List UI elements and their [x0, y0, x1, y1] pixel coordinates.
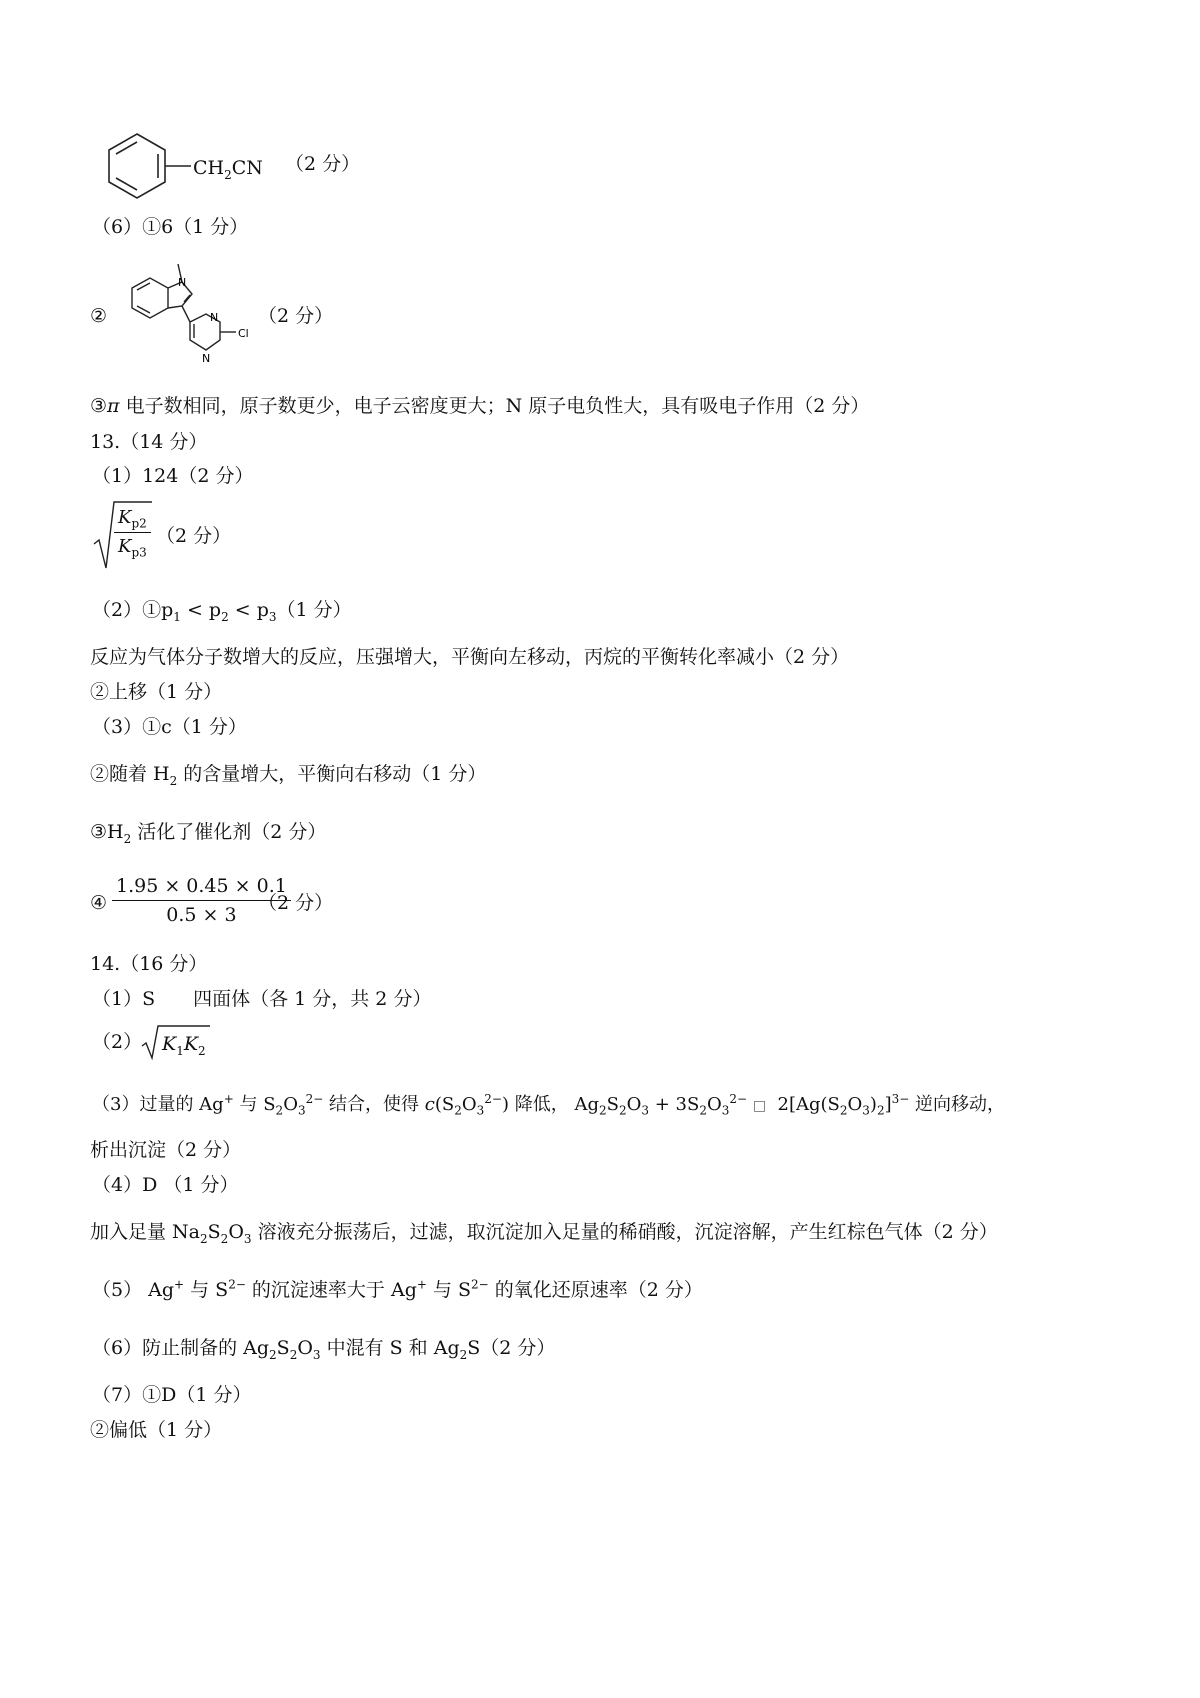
answer-14-6: （6）防止制备的 $Ag_2S_2O_3$ 中混有 S 和 $Ag_2S(2$ 分）	[92, 1337, 556, 1362]
answer-14-5: （5） Ag+ 与 $S^{2-}$ 的沉淀速率大于 Ag+ 与 $S^{2-}$ 的氧化还原速率（2 分）	[92, 1277, 703, 1301]
svg-text:N: N	[210, 311, 219, 324]
question-14-heading: 14.（16 分）	[90, 953, 208, 975]
answer-13-3-1: （3）①c（1 分）	[92, 716, 247, 738]
answer-14-2: （2） $K_1K_2$	[92, 1030, 142, 1066]
answer-14-7-2: ②偏低（1 分）	[90, 1419, 223, 1441]
answer-benzyl-cyanide	[103, 130, 361, 200]
answer-6-1: （6）①6（1 分）	[92, 216, 249, 238]
cl-atom-label: Cl	[238, 327, 249, 340]
answer-13-3-3: $③H_2$ 活化了催化剂（2 分）	[90, 821, 327, 846]
equilibrium-arrow-icon: □	[752, 1098, 767, 1114]
answer-14-4: （4）D （1 分）	[92, 1174, 239, 1196]
answer-13-2-2: ②上移（1 分）	[90, 681, 223, 703]
svg-text:N: N	[202, 352, 211, 365]
score-label: （2 分）	[258, 305, 334, 327]
score-label: （2 分）	[258, 892, 334, 914]
answer-6-3: ③π 电子数相同，原子数更少，电子云密度更大；N 原子电负性大，具有吸电子作用（2 分）	[90, 395, 870, 417]
n-atom-label: N	[178, 276, 187, 289]
answer-13-1: （1）124（2 分）	[92, 465, 254, 487]
answer-14-4-method: 加入足量 $Na_2S_2O_3$ 溶液充分振荡后，过滤，取沉淀加入足量的稀硝酸，沉淀溶解，产生红棕色气体（2 分）	[90, 1221, 998, 1246]
answer-14-3: （3）过量的 Ag+ 与 $S_2O_3^{2-}$ 结合，使得 $c(S_2O_3^{2-})$ 降低， $Ag_2S_2O_3 + 3S_2O_3^{2-}$ □ $2[Ag(S_2O_3)_2]^{3-}$ 逆向移动，	[92, 1092, 1006, 1118]
score-label: （2 分）	[156, 525, 232, 547]
answer-13-2-reason: 反应为气体分子数增大的反应，压强增大，平衡向左移动，丙烷的平衡转化率减小（2 分）	[90, 646, 850, 668]
answer-14-3-cont: 析出沉淀（2 分）	[90, 1139, 242, 1161]
group-sub: 2	[224, 167, 232, 182]
question-13-heading: 13.（14 分）	[90, 431, 208, 453]
answer-14-7-1: （7）①D（1 分）	[92, 1384, 252, 1406]
circle-mark: ②	[90, 305, 108, 327]
group-cn: CN	[231, 157, 263, 179]
group-ch: CH	[193, 157, 225, 179]
score-label: （2 分）	[285, 153, 361, 175]
answer-13-2-1: $(2)①p_1 < p_2 < p_3(1$ 分）	[92, 599, 352, 624]
indole-pyrimidine-structure	[112, 258, 272, 370]
answer-14-1: （1）S 四面体（各 1 分，共 2 分）	[92, 988, 432, 1010]
answer-13-3-2: ②随着 $H_2$ 的含量增大，平衡向右移动（1 分）	[90, 763, 487, 788]
